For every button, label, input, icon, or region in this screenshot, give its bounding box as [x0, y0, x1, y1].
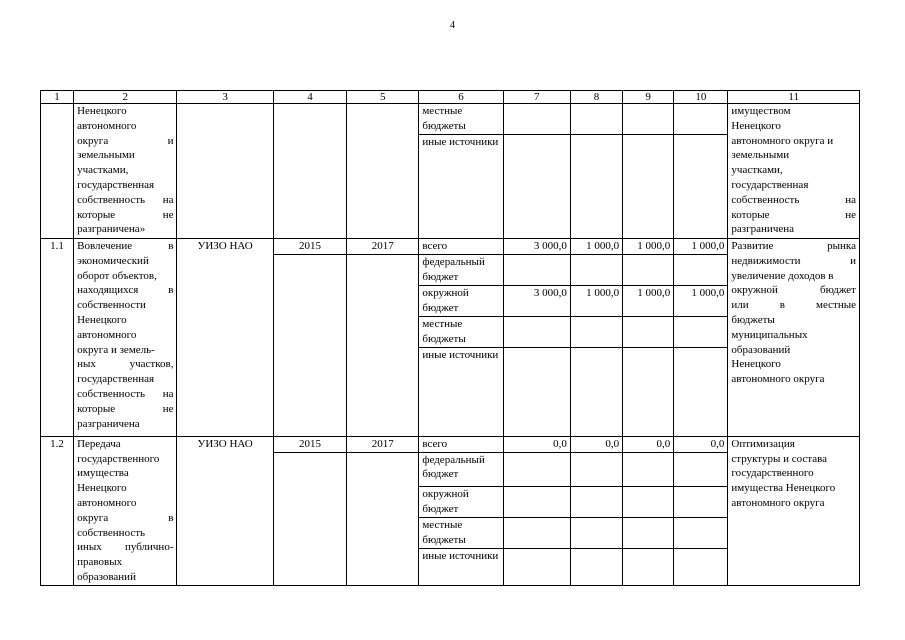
- text-line: муниципальных: [731, 328, 808, 341]
- text-line: автономного: [77, 496, 137, 509]
- text-line: Вовлечение в: [77, 240, 174, 252]
- expected-result-cell: [728, 104, 860, 239]
- text-line: Ненецкого: [731, 119, 781, 132]
- header-cell: 1: [41, 91, 74, 104]
- value-cell: [503, 486, 570, 517]
- text-line: образований: [731, 343, 791, 356]
- header-cell: 6: [419, 91, 503, 104]
- text-line: или в местные: [731, 299, 856, 312]
- source-cell: иные источники: [419, 548, 503, 585]
- source-cell: всего: [419, 436, 503, 452]
- text-line: участками,: [77, 164, 129, 177]
- text-line: государственная: [77, 178, 155, 191]
- text-line: образований: [77, 570, 136, 583]
- value-cell: 1 000,0: [570, 285, 622, 316]
- value-cell: [623, 347, 674, 436]
- text-line: бюджеты: [731, 313, 775, 326]
- executor-cell: [177, 104, 273, 239]
- value-cell: [623, 254, 674, 285]
- value-cell: [503, 254, 570, 285]
- value-cell: 0,0: [503, 436, 570, 452]
- value-cell: [623, 548, 674, 585]
- value-cell: [674, 104, 728, 135]
- text-line: земельными: [77, 149, 135, 162]
- start-year-cell: [273, 254, 346, 436]
- value-cell: [570, 104, 622, 135]
- header-cell: 10: [674, 91, 728, 104]
- text-line: Ненецкого: [77, 105, 127, 117]
- measure-name-cell: [74, 104, 177, 239]
- header-cell: 4: [273, 91, 346, 104]
- text-line: собственность: [77, 526, 146, 539]
- text-line: находящихся в: [77, 284, 174, 297]
- text-line: недвижимости и: [731, 254, 856, 267]
- value-cell: 1 000,0: [674, 239, 728, 255]
- page-number: 4: [450, 20, 455, 31]
- text-line: округа и: [77, 134, 174, 147]
- value-cell: [623, 517, 674, 548]
- table-row: [41, 436, 860, 452]
- executor-cell: УИЗО НАО: [177, 436, 273, 585]
- header-cell: 9: [623, 91, 674, 104]
- source-cell: окружной бюджет: [419, 486, 503, 517]
- text-line: автономного округа: [731, 496, 825, 509]
- value-cell: [674, 548, 728, 585]
- value-cell: [570, 347, 622, 436]
- text-line: которые не: [731, 208, 856, 221]
- text-line: разграничена»: [77, 223, 146, 236]
- row-number-cell: 1.2: [41, 436, 74, 585]
- start-year-cell: [273, 104, 346, 239]
- start-year-cell: 2015: [273, 239, 346, 255]
- text-line: Ненецкого: [731, 358, 781, 371]
- text-line: Развитие рынка: [731, 240, 856, 252]
- row-number-cell: [41, 104, 74, 239]
- source-cell: окружной бюджет: [419, 285, 503, 316]
- value-cell: [674, 452, 728, 486]
- end-year-cell: 2017: [347, 436, 419, 452]
- value-cell: [623, 135, 674, 239]
- text-line: автономного: [77, 328, 137, 341]
- source-cell: местные бюджеты: [419, 517, 503, 548]
- expected-result-cell: [728, 239, 860, 437]
- text-line: автономного округа и: [731, 134, 834, 147]
- text-line: правовых: [77, 556, 123, 569]
- value-cell: [570, 548, 622, 585]
- text-line: собственность на: [77, 387, 174, 400]
- text-line: Ненецкого: [77, 313, 127, 326]
- header-cell: 3: [177, 91, 273, 104]
- value-cell: 1 000,0: [570, 239, 622, 255]
- text-line: Ненецкого: [77, 482, 127, 495]
- value-cell: [503, 135, 570, 239]
- source-cell: местные бюджеты: [419, 316, 503, 347]
- value-cell: 0,0: [623, 436, 674, 452]
- text-line: увеличение доходов в: [731, 269, 834, 282]
- text-line: Передача: [77, 437, 121, 450]
- text-line: округа и земель-: [77, 343, 155, 356]
- text-line: экономический: [77, 254, 149, 267]
- value-cell: [623, 316, 674, 347]
- header-cell: 11: [728, 91, 860, 104]
- value-cell: [674, 347, 728, 436]
- executor-cell: УИЗО НАО: [177, 239, 273, 437]
- text-line: собственность на: [731, 193, 856, 206]
- value-cell: [503, 347, 570, 436]
- value-cell: [503, 452, 570, 486]
- value-cell: [570, 135, 622, 239]
- text-line: государственная: [731, 178, 809, 191]
- value-cell: [503, 104, 570, 135]
- text-line: разграничена: [77, 417, 140, 430]
- value-cell: [674, 517, 728, 548]
- measure-name-cell: [74, 436, 177, 585]
- text-line: имуществом: [731, 105, 791, 117]
- value-cell: 0,0: [674, 436, 728, 452]
- value-cell: [570, 452, 622, 486]
- text-line: оборот объектов,: [77, 269, 157, 282]
- text-line: земельными: [731, 149, 790, 162]
- header-row: [41, 91, 860, 104]
- source-cell: федеральный бюджет: [419, 254, 503, 285]
- value-cell: [623, 452, 674, 486]
- value-cell: [503, 517, 570, 548]
- end-year-cell: [347, 254, 419, 436]
- text-line: иных публично-: [77, 541, 174, 554]
- text-line: ных участков,: [77, 358, 174, 371]
- value-cell: 1 000,0: [623, 285, 674, 316]
- text-line: округа в: [77, 511, 174, 524]
- value-cell: [674, 316, 728, 347]
- text-line: структуры и состава: [731, 452, 828, 465]
- text-line: имущества Ненецкого: [731, 482, 836, 495]
- end-year-cell: [347, 452, 419, 585]
- value-cell: [623, 104, 674, 135]
- text-line: участками,: [731, 164, 783, 177]
- table-row: [41, 239, 860, 255]
- value-cell: 0,0: [570, 436, 622, 452]
- table-row: [41, 104, 860, 135]
- source-cell: местные бюджеты: [419, 104, 503, 135]
- text-line: государственная: [77, 373, 155, 386]
- value-cell: [570, 254, 622, 285]
- text-line: собственность на: [77, 193, 174, 206]
- start-year-cell: 2015: [273, 436, 346, 452]
- header-cell: 2: [74, 91, 177, 104]
- text-line: окружной бюджет: [731, 284, 856, 297]
- text-line: государственного: [731, 467, 814, 480]
- value-cell: [674, 254, 728, 285]
- value-cell: 3 000,0: [503, 239, 570, 255]
- text-line: собственности: [77, 299, 146, 312]
- header-cell: 7: [503, 91, 570, 104]
- end-year-cell: 2017: [347, 239, 419, 255]
- end-year-cell: [347, 104, 419, 239]
- row-number-cell: 1.1: [41, 239, 74, 437]
- value-cell: [503, 548, 570, 585]
- value-cell: [570, 517, 622, 548]
- text-line: автономного: [77, 119, 137, 132]
- value-cell: 3 000,0: [503, 285, 570, 316]
- value-cell: 1 000,0: [674, 285, 728, 316]
- program-table: [40, 90, 860, 586]
- start-year-cell: [273, 452, 346, 585]
- source-cell: иные источники: [419, 135, 503, 239]
- text-line: которые не: [77, 208, 174, 221]
- measure-name-cell: [74, 239, 177, 437]
- text-line: государственного: [77, 452, 160, 465]
- header-cell: 8: [570, 91, 622, 104]
- text-line: разграничена: [731, 223, 795, 236]
- header-cell: 5: [347, 91, 419, 104]
- text-line: которые не: [77, 402, 174, 415]
- expected-result-cell: [728, 436, 860, 585]
- value-cell: [570, 316, 622, 347]
- value-cell: 1 000,0: [623, 239, 674, 255]
- value-cell: [674, 486, 728, 517]
- value-cell: [674, 135, 728, 239]
- source-cell: федеральный бюджет: [419, 452, 503, 486]
- value-cell: [623, 486, 674, 517]
- value-cell: [503, 316, 570, 347]
- source-cell: иные источники: [419, 347, 503, 436]
- text-line: Оптимизация: [731, 437, 795, 450]
- value-cell: [570, 486, 622, 517]
- text-line: имущества: [77, 467, 129, 480]
- text-line: автономного округа: [731, 373, 825, 386]
- source-cell: всего: [419, 239, 503, 255]
